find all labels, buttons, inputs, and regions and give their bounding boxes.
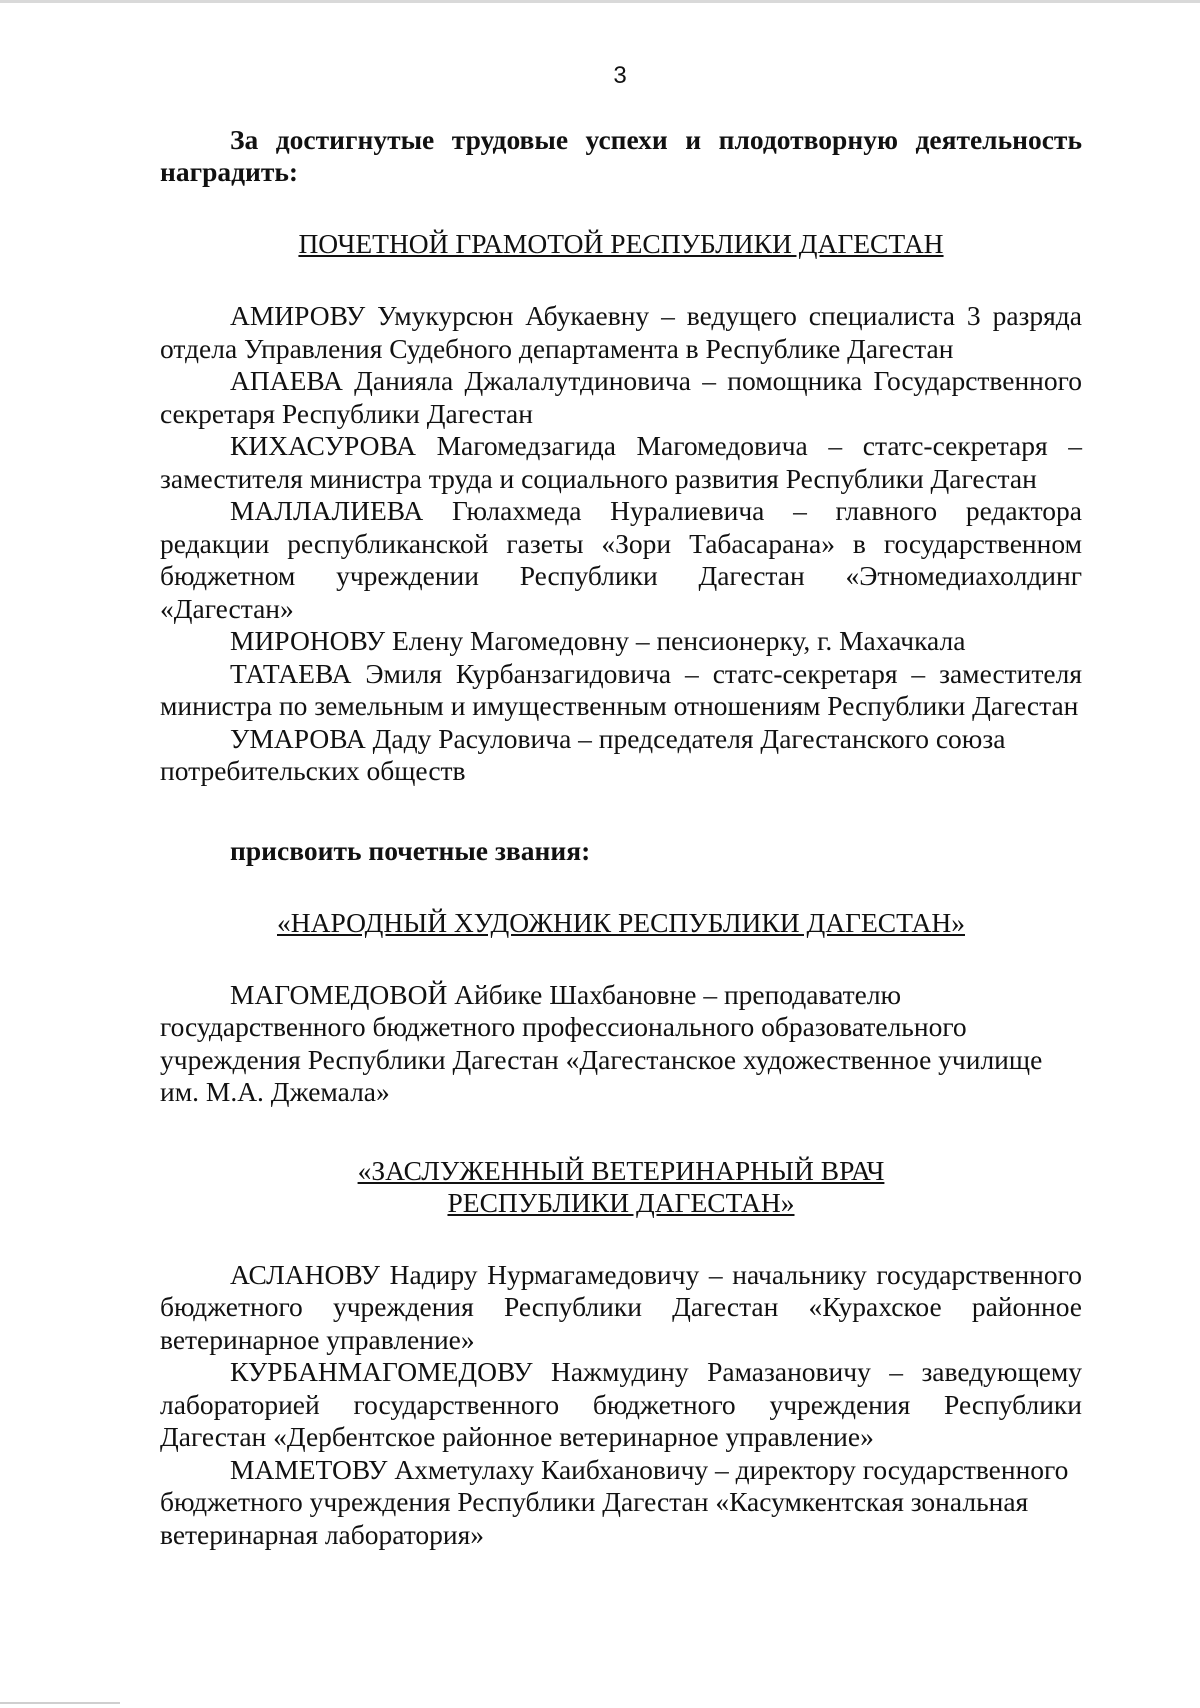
document-body xyxy=(160,124,1082,1551)
title2-entry: КУРБАНМАГОМЕДОВУ Нажмудину Рамазановичу – заведующему лабораторией государственного бюджетного учреждения Республики Дагестан «Дербентское районное ветеринарное управление» xyxy=(160,1356,1082,1452)
award-entry: УМАРОВА Даду Расуловича – председателя Дагестанского союза потребительских обществ xyxy=(160,722,1006,786)
title2-heading-line2: РЕСПУБЛИКИ ДАГЕСТАН» xyxy=(447,1186,795,1218)
award-entry: АМИРОВУ Умукурсюн Абукаевну – ведущего специалиста 3 разряда отдела Управления Судебного департамента в Республике Дагестан xyxy=(160,300,1082,364)
scan-edge-top xyxy=(0,0,1200,3)
award-entry: МАЛЛАЛИЕВА Гюлахмеда Нуралиевича – главного редактора редакции республиканской газеты «Зори Табасарана» в государственном бюджетном учреждении Республики Дагестан «Этномедиахолдинг «Дагестан» xyxy=(160,495,1082,624)
assign-heading: присвоить почетные звания: xyxy=(230,834,591,866)
title1-heading: «НАРОДНЫЙ ХУДОЖНИК РЕСПУБЛИКИ ДАГЕСТАН» xyxy=(277,906,965,938)
award-entry: ТАТАЕВА Эмиля Курбанзагидовича – статс-секретаря – заместителя министра по земельным и имущественным отношениям Республики Дагестан xyxy=(160,657,1082,721)
title2-heading-line1: «ЗАСЛУЖЕННЫЙ ВЕТЕРИНАРНЫЙ ВРАЧ xyxy=(357,1154,885,1186)
title2-entry: АСЛАНОВУ Надиру Нурмагамедовичу – начальнику государственного бюджетного учреждения Республики Дагестан «Курахское районное ветеринарное управление» xyxy=(160,1258,1082,1355)
award-heading: ПОЧЕТНОЙ ГРАМОТОЙ РЕСПУБЛИКИ ДАГЕСТАН xyxy=(298,228,944,259)
title1-entry: МАГОМЕДОВОЙ Айбике Шахбановне – преподавателю государственного бюджетного профессионального образовательного учреждения Республики Дагестан «Дагестанское художественное училище им. М.А. Джемала» xyxy=(160,978,1043,1107)
title1-list xyxy=(160,979,1082,1109)
scan-edge-bottom xyxy=(0,1702,120,1704)
title2-entry: МАМЕТОВУ Ахметулаху Каибхановичу – директору государственного бюджетного учреждения Республики Дагестан «Касумкентская зональная ветеринарная лаборатория» xyxy=(160,1453,1069,1550)
page-number: 3 xyxy=(613,62,627,89)
award-entry: МИРОНОВУ Елену Магомедовну – пенсионерку, г. Махачкала xyxy=(230,625,966,656)
award-list xyxy=(160,300,1082,788)
intro-paragraph: За достигнутые трудовые успехи и плодотворную деятельность наградить: xyxy=(160,124,1082,187)
award-entry: КИХАСУРОВА Магомедзагида Магомедовича – статс-секретаря – заместителя министра труда и социального развития Республики Дагестан xyxy=(160,430,1082,494)
title2-list xyxy=(160,1259,1082,1552)
award-entry: АПАЕВА Данияла Джалалутдиновича – помощника Государственного секретаря Республики Дагестан xyxy=(160,365,1082,429)
